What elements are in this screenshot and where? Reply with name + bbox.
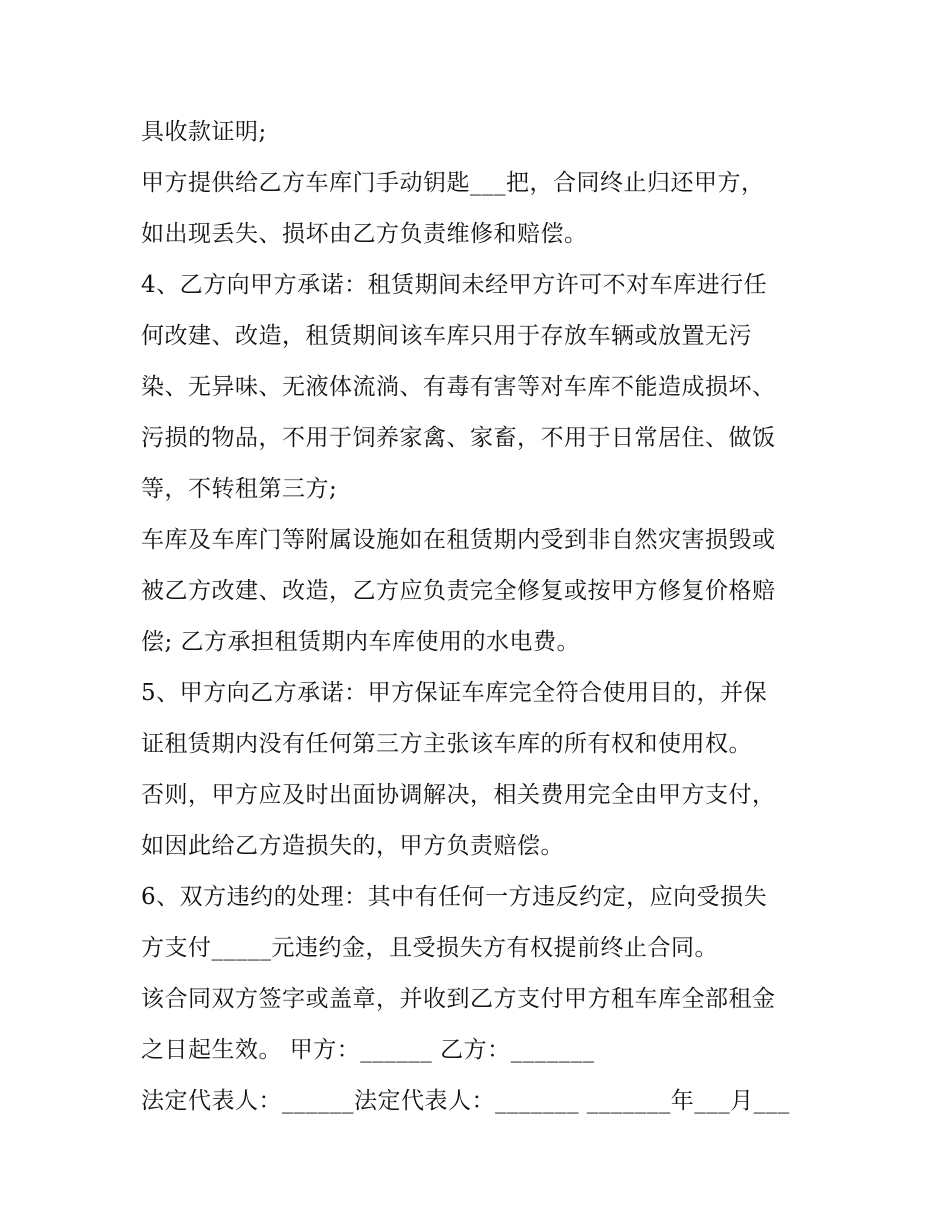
text-line: 被乙方改建、改造，乙方应负责完全修复或按甲方修复价格赔 xyxy=(141,578,776,604)
text-line: 之日起生效。 甲方：______ 乙方：_______ xyxy=(141,1037,595,1063)
text-line: 何改建、改造，租赁期间该车库只用于存放车辆或放置无污 xyxy=(141,323,752,349)
text-line: 偿; 乙方承担租赁期内车库使用的水电费。 xyxy=(141,629,581,655)
text-line: 如出现丢失、损坏由乙方负责维修和赔偿。 xyxy=(141,221,588,247)
text-line: 如因此给乙方造损失的，甲方负责赔偿。 xyxy=(141,833,564,859)
text-line: 等，不转租第三方; xyxy=(141,476,338,502)
text-line: 6、双方违约的处理：其中有任何一方违反约定，应向受损失 xyxy=(141,884,768,910)
text-line: 车库及车库门等附属设施如在租赁期内受到非自然灾害损毁或 xyxy=(141,527,776,553)
text-line: 污损的物品，不用于饲养家禽、家畜，不用于日常居住、做饭 xyxy=(141,425,776,451)
text-line: 该合同双方签字或盖章，并收到乙方支付甲方租车库全部租金 xyxy=(141,986,776,1012)
text-line: 方支付_____元违约金，且受损失方有权提前终止合同。 xyxy=(141,935,718,961)
text-line: 否则，甲方应及时出面协调解决，相关费用完全由甲方支付， xyxy=(141,782,776,808)
text-line: 证租赁期内没有任何第三方主张该车库的所有权和使用权。 xyxy=(141,731,752,757)
document-body xyxy=(141,107,841,1127)
text-line: 法定代表人：______法定代表人：_______ _______年___月___ xyxy=(141,1088,790,1114)
text-line: 甲方提供给乙方车库门手动钥匙___把，合同终止归还甲方， xyxy=(141,170,765,196)
text-line: 5、甲方向乙方承诺：甲方保证车库完全符合使用目的，并保 xyxy=(141,680,768,706)
text-line: 具收款证明; xyxy=(141,119,267,145)
text-line: 4、乙方向甲方承诺：租赁期间未经甲方许可不对车库进行任 xyxy=(141,272,768,298)
text-line: 染、无异味、无液体流淌、有毒有害等对车库不能造成损坏、 xyxy=(141,374,776,400)
